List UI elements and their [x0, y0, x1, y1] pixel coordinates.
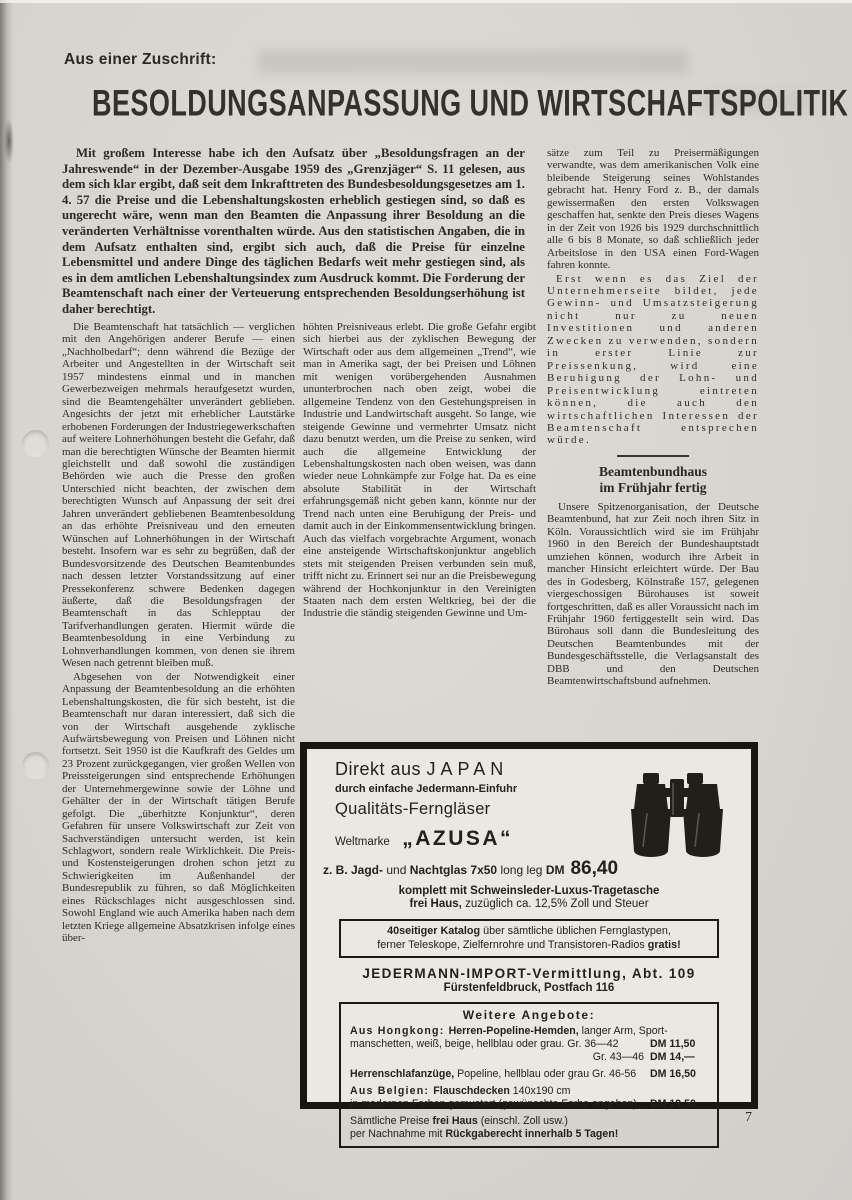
section-divider [617, 455, 689, 457]
ad-detail-1: komplett mit Schweinsleder-Luxus-Tragetasche [398, 885, 660, 897]
ad-brand-label: Weltmarke [335, 836, 390, 848]
scan-edge-shadow [0, 0, 13, 1200]
paragraph: Abgesehen von der Notwendigkeit einer Anpassung der Beamtenbesoldung an die erhöhten Lebenshaltungskosten, die für sich besteht, ist die Beamtenschaft nur daran interessiert, daß sich die von der Wirtschaft ausgehende zyklische Aufwärtsbewegung von Preisen und Löhnen nicht fortsetzt. Seit 1950 ist die Kaufkraft des Geldes um 23 Prozent zurückgegangen, vier großen Wellen von Preissteigerungen sind entsprechende Erhöhungen der Unternehmergewinne sowie der Löhne und Gehälter der in der Wirtschaft tätigen Berufe gefolgt. Die „überhitzte Konjunktur“, deren Gefahren für unsere Volkswirtschaft zur Zeit von Sachverständigen untersucht werden, ist kein Schlagwort, sondern reale Wirklichkeit. Die Preis- und Kostensteigerungen drohen schon jetzt zu Schwierigkeiten im Außenhandel der Bundesrepublik zu führen, so daß Möglichkeiten eines Rückschlages nicht ausgeschlossen sind. Sowohl England wie auch Amerika haben nach dem letzten Kriege allgemeine Absatzkrisen infolge eines über- [62, 670, 295, 945]
advertisement-content [307, 749, 751, 1140]
catalog-line-2 [347, 939, 711, 953]
ad-price-seg: long leg [497, 863, 546, 877]
ad-detail-2 [321, 898, 737, 910]
advertisement [300, 742, 758, 1140]
offer-row [350, 1025, 708, 1038]
ad-subline: durch einfache Jedermann-Einfuhr [335, 783, 518, 795]
paragraph: sätze zum Teil zu Preisermäßigungen verwandte, was dem amerikanischen Volk eine bleibende Steigerung seines Wohlstandes gebracht hat. Henry Ford z. B., der damals gewissermaßen den ersten Volkswagen geschaffen hat, senkte den Preis dieses Wagens in der Zeit von 1926 bis 1929 durchschnittlich alle 6 bis 8 Monate, so daß schließlich jeder Arbeitslose in den USA einen Ford-Wagen fahren konnte. [547, 147, 759, 272]
ad-product-line: Qualitäts-Ferngläser [335, 800, 491, 818]
offer-terms [350, 1128, 708, 1141]
column-3 [547, 147, 759, 688]
offer-item-rest: 140x190 cm [509, 1085, 571, 1097]
offer-price: DM 11,50 [650, 1038, 696, 1050]
offer-item-rest: in modernen Farben gemustert (gewünschte Farbe angeben) [350, 1098, 637, 1110]
ad-company-name: JEDERMANN-IMPORT-Vermittlung, Abt. 109 [362, 966, 696, 981]
offer-row [350, 1051, 708, 1064]
offer-price: DM 16,50 [650, 1068, 696, 1080]
offer-price: DM 14,— [650, 1051, 695, 1063]
offer-item: Herrenschlafanzüge, [350, 1068, 455, 1080]
offers-heading: Weitere Angebote: [462, 1008, 596, 1022]
ad-price-seg: z. B. Jagd- [323, 863, 384, 877]
paragraph: Unsere Spitzenorganisation, der Deutsche Beamtenbund, hat zur Zeit noch ihren Sitz in Köln. Voraussichtlich wird sie im Frühjahr 1960 in den Bereich der Bundeshauptstadt umziehen können, wodurch ihre Arbeit in mancher Hinsicht erleichtert würde. Der Bau des in Godesberg, Kölnstraße 157, gelegenen viergeschossigen Bürohauses ist soweit fortgeschritten, daß es aller Voraussicht nach im Frühjahr 1960 fertiggestellt sein wird. Das Bürohaus soll dann die Bundesleitung des Deutschen Beamtenbundes mit der Bundesgeschäftsstelle, die Verlagsanstalt des DBB und den Deutschen Beamtenwirtschaftsbund aufnehmen. [547, 500, 759, 688]
catalog-line-2-bold: gratis! [647, 938, 681, 951]
offer-size: Gr. 43—46 [592, 1051, 644, 1063]
offer-row [350, 1085, 708, 1098]
offer-terms-post: (einschl. Zoll usw.) [477, 1115, 568, 1127]
offer-terms-pre: per Nachnahme mit [350, 1128, 446, 1140]
offer-origin-label: Aus Hongkong: [350, 1025, 449, 1037]
scan-edge-highlight [0, 0, 852, 3]
ad-detail-2-bold: frei Haus, [409, 898, 462, 910]
scan-smudge [4, 118, 14, 164]
section-heading [547, 464, 759, 497]
ad-brand-name: „AZUSA“ [402, 827, 514, 850]
paragraph: Die Beamtenschaft hat tatsächlich — verglichen mit den Angehörigen anderer Berufe — einen „Nachholbedarf“; denn während die Bezüge der Arbeiter und Angestellten in der Wirtschaft seit 1957 mindestens einmal und in manchen Gewerbezweigen mehrmals heraufgesetzt wurden, sind die Beamtengehälter unverändert geblieben. Angesichts der jetzt mit erheblicher Lautstärke erhobenen Forderungen der Industriegewerkschaften auf weitere Lohnerhöhungen besteht die Gefahr, daß man die berechtigten Wünsche der Beamten hiermit gleichstellt und daß sowohl die zuständigen Behörden wie auch die Presse den großen Unterschied nicht beachten, der zwischen dem berechtigten Wunsch auf Anpassung der seit drei Jahren unverändert gebliebenen Beamtenbesoldung an das erhöhte Preisniveau und den erneuten Wünschen auf Lohnerhöhungen in der Wirtschaft besteht. Insofern war es sehr zu begrüßen, daß der Bundesvorsitzende des Deutschen Beamtenbundes nach dessen letzter Vorstandssitzung auf einer Pressekonferenz schwere Bedenken dagegen äußerte, daß die Besoldungsfragen der Beamtenschaft in das Schlepptau der Tarifverhandlungen geraten. Hiermit würde die Beamtenbesoldung in eine Verbindung zu Lohnverhandlungen kommen, von denen sie ihrem Wesen nach getrennt bleiben muß. [62, 321, 295, 670]
catalog-line-1-bold: 40seitiger Katalog [387, 925, 481, 937]
catalog-line-1 [347, 925, 711, 939]
paragraph: höhten Preisniveaus erlebt. Die große Gefahr ergibt sich hierbei aus der zyklischen Bewegung der Wirtschaft oder aus dem allgemeinen „Trend“, wie man in Amerika sagt, der bei Preisen und Löhnen mit wenigen vorübergehenden Ausnahmen ununterbrochen nach oben zeigt, wobei die allgemeine Tendenz von den Gestehungspreisen in Industrie und Landwirtschaft ausgeht. So lange, wie steigende Gewinne und vermehrter Umsatz nicht dazu benutzt werden, um die Preise zu senken, wird auch die allgemeine Entwicklung der Lebenshaltungskosten nach oben weisen, was dann wieder neue Lohnkämpfe zur Folge hat. Da es eine absolute Stabilität in der Wirtschaft erfahrungsgemäß nicht geben kann, könnte nur der Trend nach unten eine Beruhigung der Preis- und damit auch in der Einkommensentwicklung bringen. Auch das vielfach vorgebrachte Argument, wonach eine ansteigende Wirtschaftskonjunktur angeblich stets mit steigenden Preisen verbunden sein muß, trifft nicht zu. Erinnert sei nur an die Preisbewegung während der Hochkonjunktur in den Vereinigten Staaten nach dem ersten Weltkrieg, bei der die Industrie die ständig steigenden Gewinne und Um- [303, 321, 536, 620]
ad-price-seg: und [383, 863, 410, 877]
offer-terms-bold: frei Haus [432, 1115, 478, 1127]
offer-terms-bold: Rückgaberecht innerhalb 5 Tagen! [445, 1128, 619, 1140]
bleed-through-ghost [258, 50, 688, 74]
offer-item-rest: manschetten, weiß, beige, hellblau oder grau. Gr. 36—42 [350, 1038, 619, 1050]
ad-detail-2-rest: zuzüglich ca. 12,5% Zoll und Steuer [461, 898, 649, 910]
offers-box [339, 1002, 719, 1148]
offer-row [350, 1098, 708, 1111]
ad-headline-pre: Direkt aus [335, 759, 427, 779]
offer-terms [350, 1115, 708, 1128]
offer-price: DM 19,50 [650, 1098, 696, 1110]
hole-punch [22, 430, 49, 457]
page-number: 7 [745, 1110, 752, 1125]
section-heading-line1: Beamtenbundhaus [598, 463, 708, 479]
intro-paragraph: Mit großem Interesse habe ich den Aufsatz über „Besoldungsfragen an der Jahreswende“ in der Dezember-Ausgabe 1959 des „Grenzjäger“ S. 11 gelesen, aus dem sich klar ergibt, daß seit dem Inkrafttreten des Bundesbesoldungsgesetzes am 1. 4. 57 die Preise und die Lebenshaltungskosten erheblich gestiegen sind, so daß es ungerecht wäre, wenn man den Beamten die Anpassung ihrer Besoldung an die veränderten Verhältnisse vorenthalten würde. Aus den statistischen Angaben, die in dem Aufsatz enthalten sind, ergibt sich auch, daß die Preise für einzelne Lebensmittel und andere Dinge des täglichen Bedarfs weit mehr gestiegen sind, als es in dem amtlichen Lebenshaltungsindex zum Ausdruck kommt. Die Forderung der Beamtenschaft nach einer der Verteuerung entsprechenden Besoldungserhöhung ist daher berechtigt. [62, 146, 525, 316]
binoculars-illustration [623, 771, 731, 863]
offer-row [350, 1038, 708, 1051]
section-heading-line2: im Frühjahr fertig [599, 480, 707, 496]
ad-currency: DM [545, 863, 565, 877]
catalog-line-1-rest: über sämtliche üblichen Fernglastypen, [480, 925, 671, 937]
article-title-text: BESOLDUNGSANPASSUNG UND WIRTSCHAFTSPOLITIK [92, 81, 849, 124]
kicker: Aus einer Zuschrift: [64, 51, 217, 68]
article-title [92, 81, 852, 124]
offer-item: Herren-Popeline-Hemden, [448, 1025, 579, 1037]
offer-row [350, 1068, 708, 1081]
column-1 [62, 321, 295, 945]
column-2 [303, 321, 536, 620]
offer-item-rest: Popeline, hellblau oder grau Gr. 46-56 [454, 1068, 637, 1080]
emphasized-paragraph: Erst wenn es das Ziel der Unternehmerseite bildet, jede Gewinn- und Umsatzsteigerung nicht nur zu neuen Investitionen und anderen Zwecken zu verwenden, sondern in erster Linie zur Preissenkung, wird eine Beruhigung der Lohn- und Preisentwicklung eintreten können, die auch den wirtschaftlichen Interessen der Beamtenschaft entsprechen würde. [547, 272, 759, 447]
ad-price-value: 86,40 [570, 858, 619, 879]
offer-item: Flauschdecken [433, 1085, 510, 1097]
ad-company-address: Fürstenfeldbruck, Postfach 116 [443, 982, 615, 994]
offer-origin-label: Aus Belgien: [350, 1085, 434, 1097]
offer-item-rest: langer Arm, Sport- [578, 1025, 668, 1037]
ad-headline-brand: JAPAN [426, 759, 509, 779]
ad-price-seg: Nachtglas 7x50 [409, 863, 498, 877]
catalog-line-2-rest: ferner Teleskope, Zielfernrohre und Transistoren-Radios [377, 938, 648, 951]
offer-terms-pre: Sämtliche Preise [350, 1115, 433, 1127]
hole-punch [22, 752, 49, 779]
catalog-box [339, 919, 719, 958]
